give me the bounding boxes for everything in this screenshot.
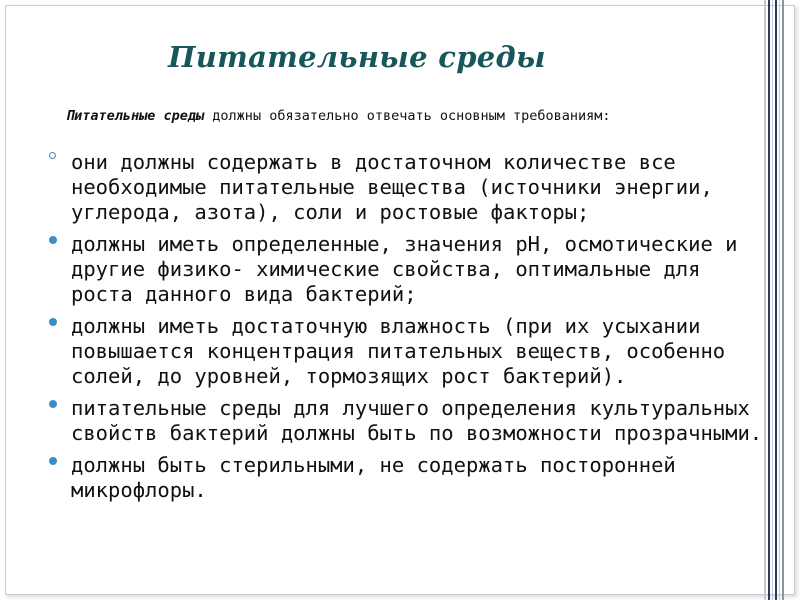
- stripe: [775, 0, 777, 600]
- bullet-icon: [49, 236, 57, 244]
- decorative-stripes: [764, 0, 786, 600]
- list-item-text: они должны содержать в достаточном количестве все необходимые питательные вещества (источники энергии, углерода, азота), соли и ростовые факторы;: [71, 150, 713, 224]
- list-item: [46, 396, 766, 446]
- bullet-icon: [49, 318, 57, 326]
- requirements-list: [46, 150, 766, 510]
- list-item-text: должны быть стерильными, не содержать посторонней микрофлоры.: [71, 453, 676, 502]
- stripe: [772, 0, 773, 600]
- list-item: [46, 232, 766, 307]
- list-item: [46, 453, 766, 503]
- bullet-icon: [49, 152, 56, 159]
- list-item-text: должны иметь определенные, значения рН, осмотические и другие физико- химические свойства, оптимальные для роста данного вида бактерий;: [71, 232, 738, 306]
- stripe: [782, 0, 784, 600]
- intro-emphasis: Питательные среды: [66, 108, 205, 124]
- stripe: [768, 0, 770, 600]
- list-item: [46, 150, 766, 225]
- stripe: [779, 0, 780, 600]
- intro-text: [66, 107, 746, 126]
- bullet-icon: [49, 457, 57, 465]
- slide-title: Питательные среды: [168, 40, 546, 74]
- bullet-icon: [49, 400, 57, 408]
- list-item: [46, 314, 766, 389]
- list-item-text: питательные среды для лучшего определения культуральных свойств бактерий должны быть по возможности прозрачными.: [71, 396, 763, 445]
- intro-rest: должны обязательно отвечать основным требованиям:: [204, 108, 611, 124]
- list-item-text: должны иметь достаточную влажность (при их усыхании повышается концентрация питательных веществ, особенно солей, до уровней, тормозящих рост бактерий).: [71, 314, 726, 388]
